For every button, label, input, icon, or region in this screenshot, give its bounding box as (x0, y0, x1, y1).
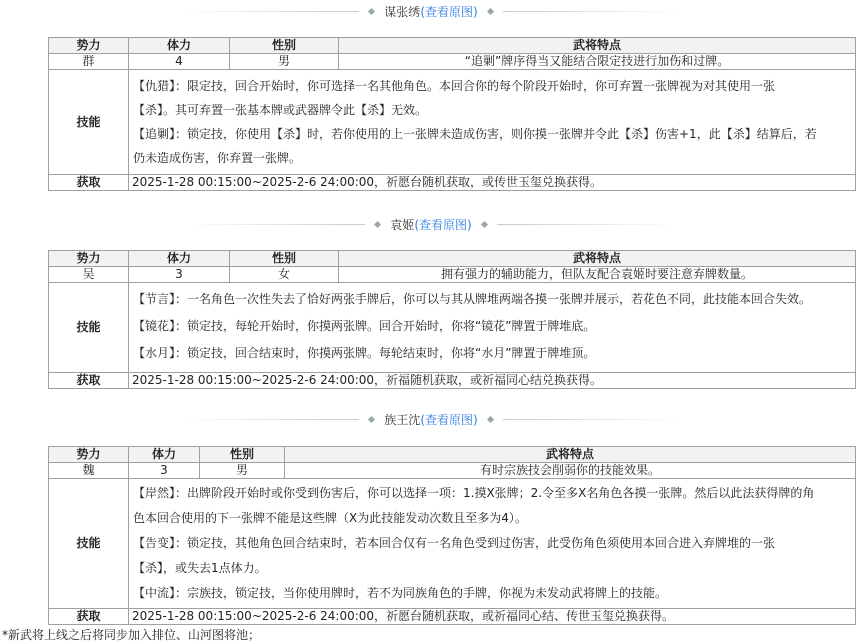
table-header-row (49, 38, 856, 54)
header-gender: 性别 (200, 447, 285, 463)
faction-value: 吴 (49, 267, 129, 283)
obtain-value: 2025-1-28 00:15:00~2025-2-6 24:00:00，祈愿台随机获取，或传世玉玺兑换获得。 (129, 175, 856, 191)
diamond-icon (368, 415, 375, 422)
skill-text-line: 【节言】：一名角色一次性失去了恰好两张手牌后，你可以与其从牌堆两端各摸一张牌并展示，若花色不同，此技能本回合失效。 (133, 292, 812, 306)
skills-label: 技能 (49, 70, 129, 175)
obtain-label: 获取 (49, 609, 129, 625)
section-heading (384, 411, 477, 428)
skill-text-line: 【告变】：锁定技，其他角色回合结束时，若本回合仅有一名角色受到过伤害，此受伤角色须使用本回合进入弃牌堆的一张 (133, 536, 776, 550)
general-info-table (48, 37, 856, 191)
skills-content (129, 283, 856, 373)
obtain-row (49, 373, 856, 389)
feature-value: “追剿”牌序得当又能结合限定技进行加伤和过牌。 (339, 54, 856, 70)
obtain-row (49, 609, 856, 625)
title-divider-left (185, 224, 365, 225)
section-heading (390, 216, 471, 233)
table-row (49, 267, 856, 283)
feature-value: 拥有强力的辅助能力，但队友配合袁姬时要注意弃牌数量。 (339, 267, 856, 283)
skill-text-line: 【仇猎】：限定技，回合开始时，你可选择一名其他角色。本回合你的每个阶段开始时，你可弃置一张牌视为对其使用一张 (133, 79, 776, 93)
header-faction: 势力 (49, 251, 129, 267)
general-name: 袁姬 (390, 217, 415, 232)
obtain-label: 获取 (49, 373, 129, 389)
header-hp: 体力 (129, 251, 230, 267)
general-name: 族王沈 (384, 412, 421, 427)
section-heading (384, 3, 477, 20)
title-divider-left (179, 419, 359, 420)
header-feature: 武将特点 (339, 38, 856, 54)
obtain-value: 2025-1-28 00:15:00~2025-2-6 24:00:00，祈愿台随机获取，或祈福同心结、传世玉玺兑换获得。 (129, 609, 856, 625)
skill-text-line: 【中流】：宗族技，锁定技，当你使用牌时，若不为同族角色的手牌，你视为未发动武将牌上的技能。 (133, 586, 668, 600)
general-info-table (48, 446, 856, 625)
section-title-zu-wangshen (0, 408, 862, 430)
skills-label: 技能 (49, 283, 129, 373)
gender-value: 男 (200, 463, 285, 479)
table-row (49, 463, 856, 479)
header-faction: 势力 (49, 447, 129, 463)
skill-text-line: 色本回合使用的下一张牌不能是这些牌（X为此技能发动次数且至多为4）。 (133, 511, 527, 525)
diamond-icon (487, 7, 494, 14)
table-header-row (49, 447, 856, 463)
diamond-icon (487, 415, 494, 422)
header-faction: 势力 (49, 38, 129, 54)
skill-text-line: 【镜花】：锁定技，每轮开始时，你摸两张牌。回合开始时，你将“镜花”牌置于牌堆底。 (133, 319, 596, 333)
view-original-image-link[interactable]: (查看原图) (420, 4, 478, 19)
section-title-mou-zhangxiu (0, 0, 862, 22)
obtain-label: 获取 (49, 175, 129, 191)
general-info-table (48, 250, 856, 389)
footnote-text: *新武将上线之后将同步加入排位、山河图将池； (2, 628, 261, 642)
title-divider-right (497, 224, 677, 225)
header-gender: 性别 (230, 38, 339, 54)
diamond-icon (481, 220, 488, 227)
gender-value: 女 (230, 267, 339, 283)
section-title-yuanji (0, 213, 862, 235)
diamond-icon (374, 220, 381, 227)
skills-row (49, 479, 856, 609)
table-row (49, 54, 856, 70)
header-hp: 体力 (129, 38, 230, 54)
faction-value: 群 (49, 54, 129, 70)
skills-row (49, 70, 856, 175)
skills-row (49, 283, 856, 373)
title-divider-left (179, 11, 359, 12)
skill-text-line: 【追剿】：锁定技，你使用【杀】时，若你使用的上一张牌未造成伤害，则你摸一张牌并令此【杀】伤害+1，此【杀】结算后，若 (133, 127, 817, 141)
hp-value: 3 (129, 463, 200, 479)
skills-label: 技能 (49, 479, 129, 609)
title-divider-right (503, 419, 683, 420)
view-original-image-link[interactable]: (查看原图) (414, 217, 472, 232)
skill-text-line: 【杀】，或失去1点体力。 (133, 561, 267, 575)
general-name: 谋张绣 (384, 4, 421, 19)
hp-value: 4 (129, 54, 230, 70)
skill-text-line: 仍未造成伤害，你弃置一张牌。 (133, 151, 302, 165)
skills-content (129, 70, 856, 175)
feature-value: 有时宗族技会削弱你的技能效果。 (285, 463, 856, 479)
view-original-image-link[interactable]: (查看原图) (420, 412, 478, 427)
header-feature: 武将特点 (285, 447, 856, 463)
title-divider-right (503, 11, 683, 12)
header-feature: 武将特点 (339, 251, 856, 267)
header-gender: 性别 (230, 251, 339, 267)
obtain-row (49, 175, 856, 191)
skills-content (129, 479, 856, 609)
hp-value: 3 (129, 267, 230, 283)
skill-text-line: 【岸然】：出牌阶段开始时或你受到伤害后，你可以选择一项：1.摸X张牌；2.令至多X名角色各摸一张牌。然后以此法获得牌的角 (133, 486, 815, 500)
gender-value: 男 (230, 54, 339, 70)
faction-value: 魏 (49, 463, 129, 479)
skill-text-line: 【水月】：锁定技，回合结束时，你摸两张牌。每轮结束时，你将“水月”牌置于牌堆顶。 (133, 346, 596, 360)
header-hp: 体力 (129, 447, 200, 463)
skill-text-line: 【杀】。其可弃置一张基本牌或武器牌令此【杀】无效。 (133, 103, 428, 117)
table-header-row (49, 251, 856, 267)
diamond-icon (368, 7, 375, 14)
obtain-value: 2025-1-28 00:15:00~2025-2-6 24:00:00，祈福随机获取，或祈福同心结兑换获得。 (129, 373, 856, 389)
